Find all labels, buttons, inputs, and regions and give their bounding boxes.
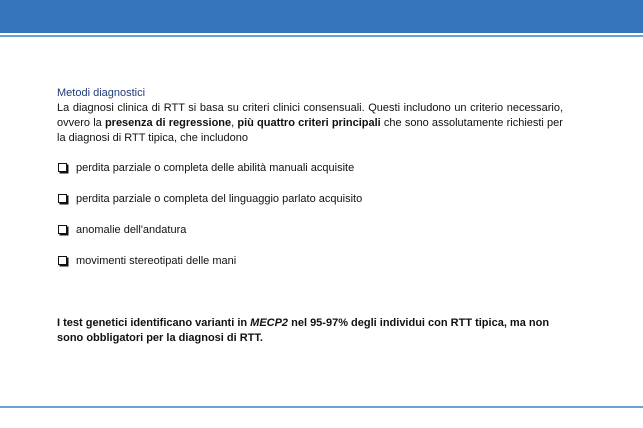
header-bar: [0, 0, 643, 33]
genetic-testing-paragraph: [57, 316, 563, 346]
checkbox-bullet-icon: [58, 194, 67, 203]
list-item: [57, 253, 563, 268]
checkbox-bullet-icon: [58, 256, 67, 265]
criteria-text: perdita parziale o completa del linguaggio parlato acquisito: [76, 192, 363, 205]
header-divider: [0, 35, 643, 37]
intro-bold-criteria: più quattro criteri principali: [237, 117, 381, 129]
criteria-list: [57, 160, 563, 268]
list-item: [57, 160, 563, 175]
criteria-text: movimenti stereotipati delle mani: [76, 254, 237, 267]
intro-text-2: ,: [231, 117, 238, 129]
intro-text-3: che sono assolutamente richiesti per la diagnosi di RTT tipica, che includono: [57, 117, 563, 144]
footer-divider: [0, 406, 643, 408]
slide-content: [57, 86, 563, 284]
checkbox-bullet-icon: [58, 225, 67, 234]
list-item: [57, 222, 563, 237]
gene-name: MECP2: [250, 317, 289, 329]
criteria-text: perdita parziale o completa delle abilità manuali acquisite: [76, 161, 355, 174]
intro-text-1: La diagnosi clinica di RTT si basa su criteri clinici consensuali. Questi includono un criterio necessario, ovvero la: [57, 102, 563, 129]
intro-paragraph: [57, 101, 563, 146]
genetic-text-2: nel 95-97% degli individui con RTT tipica, ma non sono obbligatori per la diagnosi di RTT.: [57, 317, 550, 344]
genetic-text-1: I test genetici identificano varianti in: [57, 317, 251, 329]
criteria-text: anomalie dell'andatura: [76, 223, 187, 236]
list-item: [57, 191, 563, 206]
checkbox-bullet-icon: [58, 163, 67, 172]
section-heading: Metodi diagnostici: [57, 87, 146, 99]
intro-bold-regression: presenza di regressione: [104, 117, 232, 129]
